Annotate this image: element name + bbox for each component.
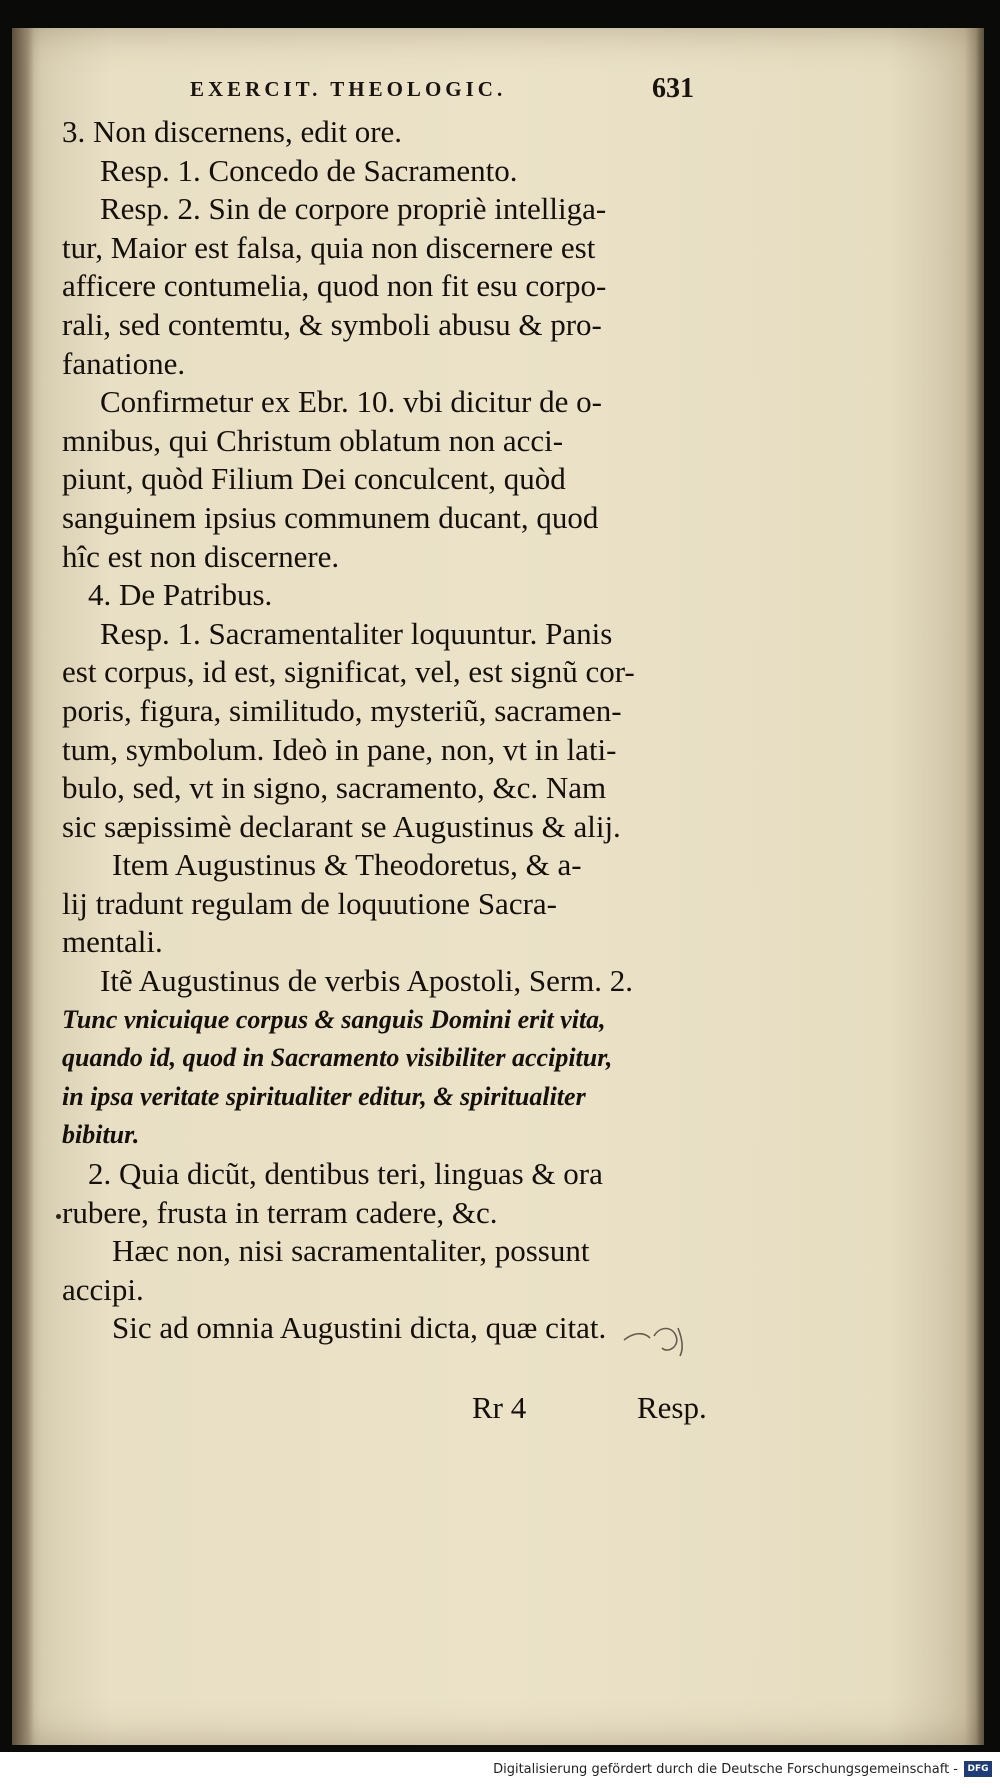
text-line: 3. Non discernens, edit ore. [62, 114, 403, 149]
text-line: Item Augustinus & Theodoretus, & a- [112, 847, 582, 883]
text-line: hîc est non discernere. [62, 538, 340, 574]
quotation-line: quando id, quod in Sacramento visibiliter accipitur, [62, 1043, 613, 1073]
signature-mark: Rr 4 [472, 1390, 527, 1425]
text-line: Itẽ Augustinus de verbis Apostoli, Serm. 2. [100, 963, 634, 999]
funding-credit: Digitalisierung gefördert durch die Deutsche Forschungsgemeinschaft - [493, 1762, 958, 1777]
quotation-line: in ipsa veritate spiritualiter editur, & spiritualiter [62, 1081, 586, 1111]
text-line: rali, sed contemtu, & symboli abusu & pro- [62, 306, 602, 342]
text-line: fanatione. [62, 345, 186, 381]
page-gutter [12, 28, 34, 1745]
text-line: accipi. [62, 1271, 144, 1307]
text-line: 4. De Patribus. [88, 577, 273, 613]
margin-ink-dot [56, 1214, 61, 1219]
text-line: poris, figura, similitudo, mysteriũ, sacramen- [62, 692, 622, 728]
text-line: est corpus, id est, significat, vel, est signũ cor- [62, 654, 635, 690]
running-head: EXERCIT. THEOLOGIC. [190, 77, 507, 101]
text-line: mnibus, qui Christum oblatum non acci- [62, 422, 564, 458]
digitization-footer [0, 1752, 1000, 1788]
text-line: sanguinem ipsius communem ducant, quod [62, 499, 599, 535]
dfg-logo: DFG [964, 1761, 992, 1777]
text-line: Resp. 1. Sacramentaliter loquuntur. Panis [100, 615, 613, 651]
body-text [62, 113, 712, 1348]
text-line: lij tradunt regulam de loquutione Sacra- [62, 885, 557, 921]
text-line: tur, Maior est falsa, quia non discernere est [62, 229, 596, 265]
catchword: Resp. [637, 1390, 707, 1425]
text-line: tum, symbolum. Ideò in pane, non, vt in lati- [62, 731, 617, 767]
book-page [12, 28, 984, 1745]
text-line: rubere, frusta in terram cadere, &c. [62, 1194, 498, 1230]
text-line: Resp. 2. Sin de corpore propriè intelliga- [100, 191, 607, 227]
text-line: Hæc non, nisi sacramentaliter, possunt [112, 1233, 590, 1269]
text-line: Sic ad omnia Augustini dicta, quæ citat. [112, 1310, 607, 1346]
text-line: 2. Quia dicũt, dentibus teri, linguas & ora [88, 1156, 603, 1192]
handwritten-mark [620, 1318, 690, 1362]
text-line: Confirmetur ex Ebr. 10. vbi dicitur de o- [100, 384, 602, 420]
quotation-line: Tunc vnicuique corpus & sanguis Domini erit vita, [62, 1004, 606, 1034]
quotation-line: bibitur. [62, 1120, 140, 1150]
text-line: mentali. [62, 924, 163, 960]
text-line: piunt, quòd Filium Dei conculcent, quòd [62, 461, 566, 497]
page-header [12, 73, 984, 113]
text-line: afficere contumelia, quod non fit esu corpo- [62, 268, 607, 304]
page-number: 631 [652, 73, 694, 104]
page-edge [976, 28, 984, 1745]
text-line: bulo, sed, vt in signo, sacramento, &c. Nam [62, 770, 607, 806]
text-line: Resp. 1. Concedo de Sacramento. [100, 152, 518, 188]
text-line: sic sæpissimè declarant se Augustinus & alij. [62, 808, 621, 844]
